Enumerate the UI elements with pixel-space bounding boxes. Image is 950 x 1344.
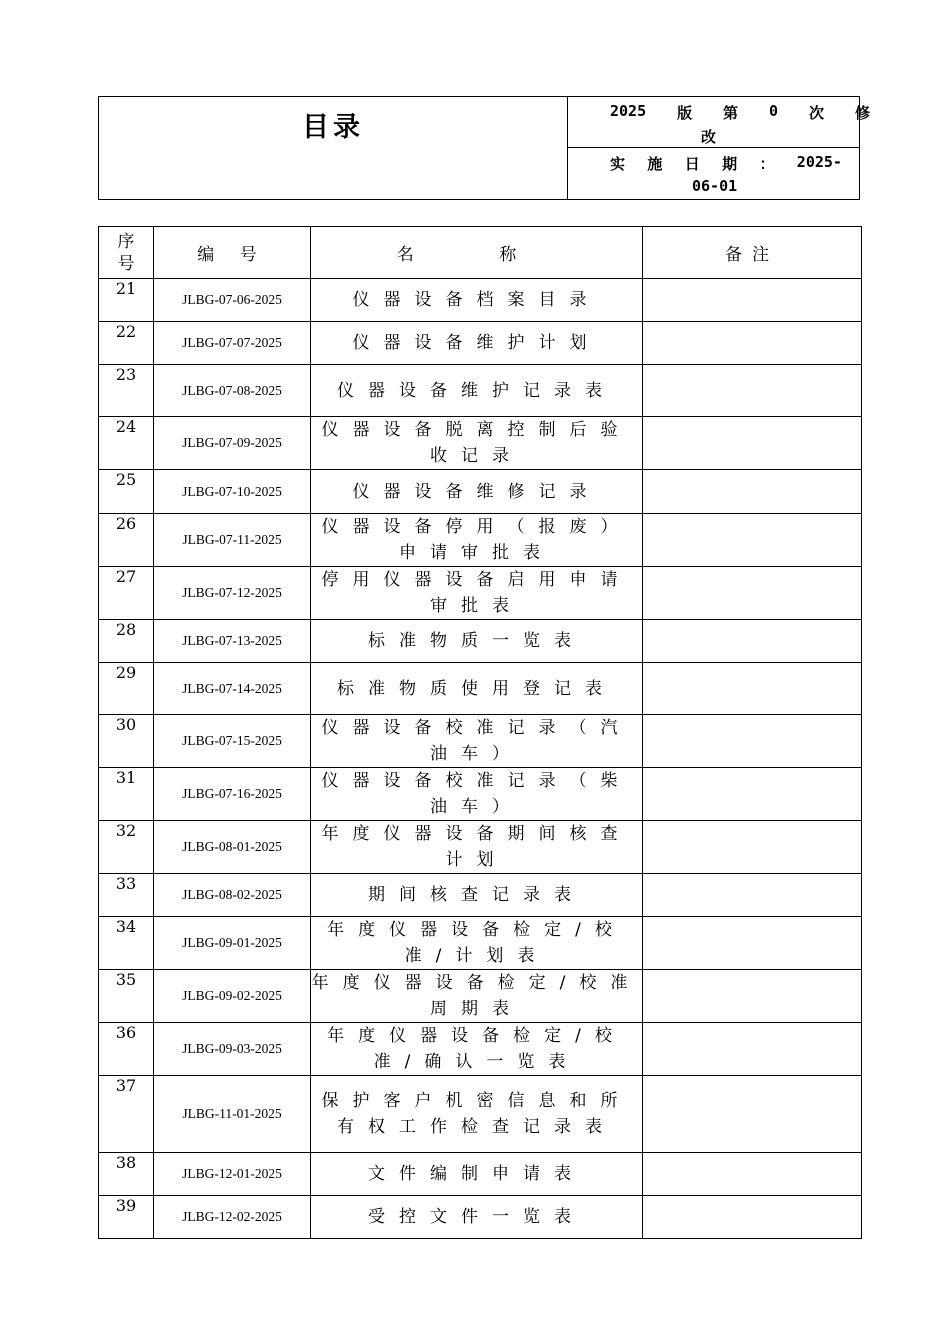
row-name: 仪器设备停用（报废）申请审批表 (311, 514, 643, 567)
row-note (643, 1196, 862, 1239)
row-name: 保护客户机密信息和所有权工作检查记录表 (311, 1076, 643, 1153)
row-seq: 32 (99, 821, 154, 874)
row-note (643, 663, 862, 715)
row-code: JLBG-07-11-2025 (154, 514, 311, 567)
document-header (98, 96, 870, 200)
row-name: 文件编制申请表 (311, 1153, 643, 1196)
table-row (99, 1196, 862, 1239)
table-row (99, 663, 862, 715)
row-name: 标准物质一览表 (311, 620, 643, 663)
row-name: 标准物质使用登记表 (311, 663, 643, 715)
row-seq: 23 (99, 365, 154, 417)
row-note (643, 514, 862, 567)
row-seq: 21 (99, 279, 154, 322)
row-code: JLBG-07-12-2025 (154, 567, 311, 620)
row-code: JLBG-09-03-2025 (154, 1023, 311, 1076)
row-note (643, 470, 862, 514)
row-seq: 33 (99, 874, 154, 917)
row-note (643, 715, 862, 768)
row-code: JLBG-07-06-2025 (154, 279, 311, 322)
table-row (99, 322, 862, 365)
row-code: JLBG-07-09-2025 (154, 417, 311, 470)
table-row (99, 1076, 862, 1153)
table-header-row (99, 227, 862, 279)
row-code: JLBG-07-10-2025 (154, 470, 311, 514)
row-code: JLBG-12-02-2025 (154, 1196, 311, 1239)
row-code: JLBG-09-02-2025 (154, 970, 311, 1023)
row-name: 仪器设备维护计划 (311, 322, 643, 365)
effective-date-line: 实 施 日 期 ： 2025- (610, 153, 842, 173)
row-seq: 34 (99, 917, 154, 970)
table-row (99, 917, 862, 970)
row-note (643, 417, 862, 470)
effective-date-line-2: 06-01 (692, 177, 738, 195)
row-name: 年度仪器设备检定/校准/计划表 (311, 917, 643, 970)
row-note (643, 620, 862, 663)
row-note (643, 768, 862, 821)
table-body (99, 279, 862, 1239)
row-name: 停用仪器设备启用申请审批表 (311, 567, 643, 620)
row-code: JLBG-07-14-2025 (154, 663, 311, 715)
table-row (99, 417, 862, 470)
row-code: JLBG-09-01-2025 (154, 917, 311, 970)
row-note (643, 970, 862, 1023)
row-name: 年度仪器设备期间核查计划 (311, 821, 643, 874)
row-name: 年度仪器设备检定/校准周期表 (311, 970, 643, 1023)
row-note (643, 917, 862, 970)
row-code: JLBG-08-02-2025 (154, 874, 311, 917)
row-name: 受控文件一览表 (311, 1196, 643, 1239)
row-seq: 36 (99, 1023, 154, 1076)
row-code: JLBG-08-01-2025 (154, 821, 311, 874)
row-note (643, 1153, 862, 1196)
row-note (643, 365, 862, 417)
table-row (99, 1153, 862, 1196)
row-name: 仪器设备校准记录（柴油车） (311, 768, 643, 821)
row-seq: 38 (99, 1153, 154, 1196)
row-name: 仪器设备校准记录（汽油车） (311, 715, 643, 768)
table-row (99, 821, 862, 874)
row-seq: 22 (99, 322, 154, 365)
row-name: 仪器设备档案目录 (311, 279, 643, 322)
row-name: 仪器设备维护记录表 (311, 365, 643, 417)
row-seq: 27 (99, 567, 154, 620)
row-note (643, 322, 862, 365)
row-note (643, 567, 862, 620)
revision-cell (568, 97, 870, 148)
row-note (643, 1076, 862, 1153)
row-note (643, 821, 862, 874)
revision-line-2: 改 (701, 128, 717, 146)
row-code: JLBG-12-01-2025 (154, 1153, 311, 1196)
row-seq: 31 (99, 768, 154, 821)
row-name: 年度仪器设备检定/校准/确认一览表 (311, 1023, 643, 1076)
row-seq: 29 (99, 663, 154, 715)
row-code: JLBG-07-08-2025 (154, 365, 311, 417)
table-row (99, 514, 862, 567)
table-row (99, 970, 862, 1023)
row-seq: 39 (99, 1196, 154, 1239)
table-row (99, 768, 862, 821)
row-note (643, 874, 862, 917)
row-seq: 26 (99, 514, 154, 567)
revision-line: 2025 版 第 0 次 修 (610, 102, 870, 122)
header-meta (568, 97, 870, 199)
row-code: JLBG-07-15-2025 (154, 715, 311, 768)
table-row (99, 470, 862, 514)
row-seq: 35 (99, 970, 154, 1023)
table-row (99, 279, 862, 322)
table-row (99, 620, 862, 663)
table-row (99, 1023, 862, 1076)
header-code: 编 号 (154, 227, 311, 279)
header-seq: 序号 (99, 227, 154, 279)
row-note (643, 1023, 862, 1076)
row-code: JLBG-07-07-2025 (154, 322, 311, 365)
row-seq: 30 (99, 715, 154, 768)
table-row (99, 715, 862, 768)
row-seq: 28 (99, 620, 154, 663)
row-name: 仪器设备脱离控制后验收记录 (311, 417, 643, 470)
header-name: 名 称 (311, 227, 643, 279)
row-code: JLBG-11-01-2025 (154, 1076, 311, 1153)
effective-date-cell (568, 148, 859, 199)
row-seq: 24 (99, 417, 154, 470)
row-seq: 37 (99, 1076, 154, 1153)
row-name: 仪器设备维修记录 (311, 470, 643, 514)
row-note (643, 279, 862, 322)
row-name: 期间核查记录表 (311, 874, 643, 917)
header-note: 备注 (643, 227, 862, 279)
row-code: JLBG-07-16-2025 (154, 768, 311, 821)
table-row (99, 874, 862, 917)
row-seq: 25 (99, 470, 154, 514)
row-code: JLBG-07-13-2025 (154, 620, 311, 663)
table-row (99, 567, 862, 620)
page-title: 目录 (99, 97, 568, 199)
contents-table (98, 226, 862, 1239)
table-row (99, 365, 862, 417)
